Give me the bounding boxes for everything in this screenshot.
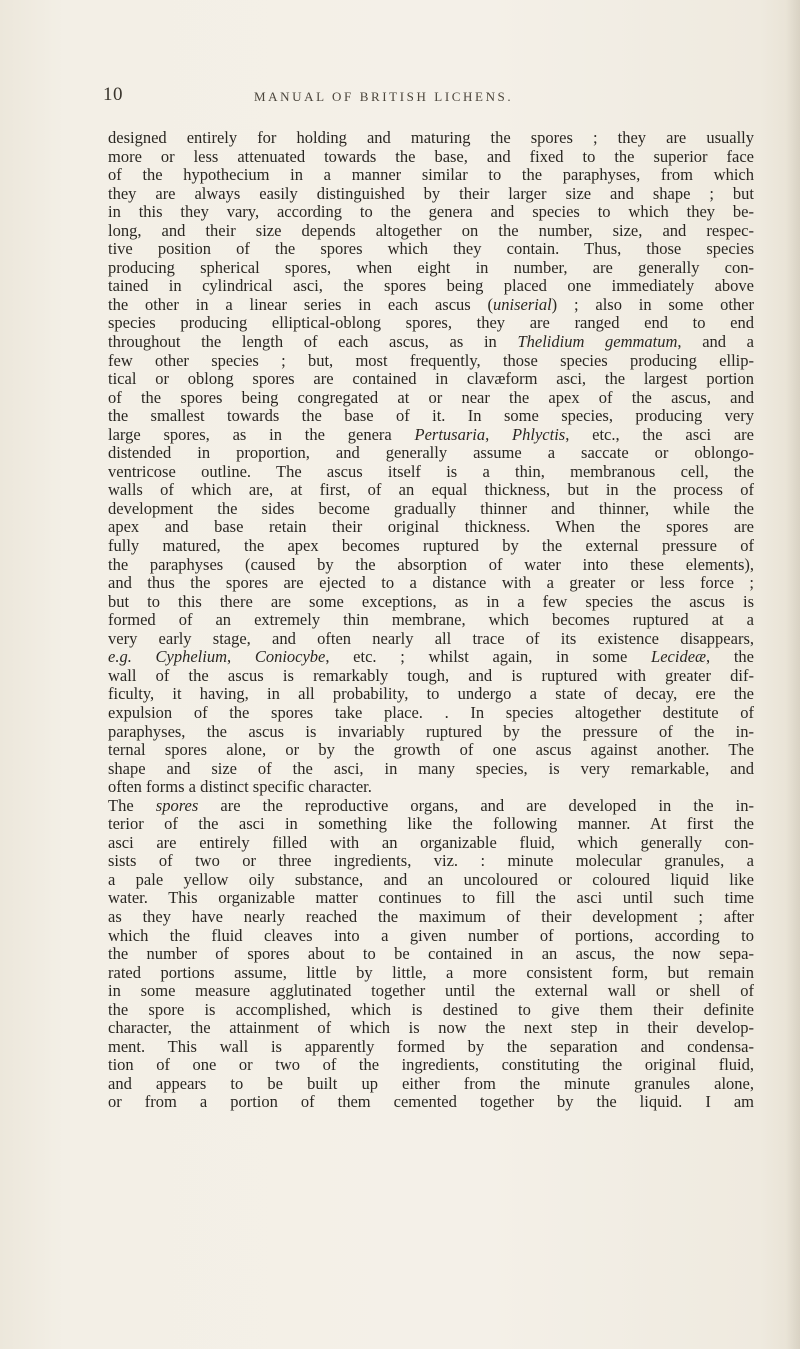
text-run: character, the attainment of which is now the next step in their develop- xyxy=(108,1018,754,1038)
text-run: tical or oblong spores are contained in clavæform asci, the largest portion xyxy=(108,369,754,389)
text-line xyxy=(108,815,754,834)
italic-term: Pertusaria xyxy=(414,424,486,444)
text-run: tion of one or two of the ingredients, constituting the original fluid, xyxy=(108,1055,754,1075)
text-run: of the hypothecium in a manner similar to the paraphyses, from which xyxy=(108,165,754,185)
text-line xyxy=(108,166,754,185)
text-line xyxy=(108,908,754,927)
text-line xyxy=(108,203,754,222)
text-run: which the fluid cleaves into a given number of portions, according to xyxy=(108,925,754,945)
text-run: , etc., the asci are xyxy=(565,424,754,444)
text-line xyxy=(108,704,754,723)
page-edge-shadow xyxy=(786,0,800,1349)
text-line xyxy=(108,797,754,816)
text-line xyxy=(108,574,754,593)
italic-term: uniserial xyxy=(493,294,552,314)
text-run: formed of an extremely thin membrane, which becomes ruptured at a xyxy=(108,610,754,630)
text-run: the other in a linear series in each ascus ( xyxy=(108,294,493,314)
text-run: of the spores being congregated at or near the apex of the ascus, and xyxy=(108,387,754,407)
text-line xyxy=(108,871,754,890)
text-run: the smallest towards the base of it. In some species, producing very xyxy=(108,406,754,426)
text-line xyxy=(108,1093,754,1112)
text-line xyxy=(108,723,754,742)
text-run: ternal spores alone, or by the growth of one ascus against another. The xyxy=(108,740,754,760)
text-line xyxy=(108,222,754,241)
text-line xyxy=(108,889,754,908)
text-run: more or less attenuated towards the base, and fixed to the superior face xyxy=(108,146,754,166)
text-run: fully matured, the apex becomes ruptured by the external pressure of xyxy=(108,536,754,556)
italic-term: spores xyxy=(155,795,199,815)
text-line xyxy=(108,630,754,649)
text-line xyxy=(108,1038,754,1057)
text-run: ment. This wall is apparently formed by the separation and condensa- xyxy=(108,1036,754,1056)
text-run: large spores, as in the genera xyxy=(108,424,415,444)
text-run: ) ; also in some other xyxy=(551,294,754,314)
text-run: in some measure agglutinated together until the external wall or shell of xyxy=(108,981,754,1001)
text-line xyxy=(108,778,754,797)
text-run: are the reproductive organs, and are developed in the in- xyxy=(198,795,755,815)
text-line xyxy=(108,463,754,482)
text-run: the number of spores about to be contained in an ascus, the now sepa- xyxy=(108,944,754,964)
text-line xyxy=(108,240,754,259)
italic-term: e.g. Cyphelium xyxy=(108,647,227,667)
text-line xyxy=(108,593,754,612)
text-run: asci are entirely filled with an organizable fluid, which generally con- xyxy=(108,832,754,852)
text-line xyxy=(108,834,754,853)
text-run: apex and base retain their original thickness. When the spores are xyxy=(108,517,754,537)
text-line xyxy=(108,259,754,278)
text-run: paraphyses, the ascus is invariably ruptured by the pressure of the in- xyxy=(108,721,754,741)
text-line xyxy=(108,185,754,204)
text-run: shape and size of the asci, in many species, is very remarkable, and xyxy=(108,758,754,778)
page-number: 10 xyxy=(103,84,123,105)
text-run: expulsion of the spores take place. . In species altogether destitute of xyxy=(108,702,754,722)
text-run: often forms a distinct specific character. xyxy=(108,777,372,797)
running-title: MANUAL OF BRITISH LICHENS. xyxy=(254,89,514,104)
text-run: distended in proportion, and generally assume a saccate or oblongo- xyxy=(108,443,754,463)
text-run: a pale yellow oily substance, and an uncoloured or coloured liquid like xyxy=(108,869,754,889)
text-line xyxy=(108,927,754,946)
text-line xyxy=(108,444,754,463)
text-line xyxy=(108,982,754,1001)
text-line xyxy=(108,352,754,371)
text-run: , the xyxy=(706,647,755,667)
text-line xyxy=(108,760,754,779)
text-run: The xyxy=(108,795,156,815)
text-run: wall of the ascus is remarkably tough, and is ruptured with greater dif- xyxy=(108,665,754,685)
text-line xyxy=(108,611,754,630)
text-run: , and a xyxy=(677,332,754,352)
text-run: but to this there are some exceptions, as in a few species the ascus is xyxy=(108,591,754,611)
text-line xyxy=(108,556,754,575)
italic-term: Lecideæ xyxy=(651,647,707,667)
text-run: water. This organizable matter continues to fill the asci until such time xyxy=(108,888,754,908)
text-line xyxy=(108,685,754,704)
text-line xyxy=(108,1001,754,1020)
text-run: producing spherical spores, when eight in number, are generally con- xyxy=(108,257,754,277)
text-line xyxy=(108,426,754,445)
text-run: as they have nearly reached the maximum of their development ; after xyxy=(108,906,754,926)
text-run: few other species ; but, most frequently, those species producing ellip- xyxy=(108,350,754,370)
text-line xyxy=(108,129,754,148)
text-run: ventricose outline. The ascus itself is a thin, membranous cell, the xyxy=(108,461,754,481)
text-run: or from a portion of them cemented together by the liquid. I am xyxy=(108,1092,754,1112)
text-run: development the sides become gradually thinner and thinner, while the xyxy=(108,498,754,518)
body-text xyxy=(108,129,754,1112)
text-line xyxy=(108,500,754,519)
text-run: the paraphyses (caused by the absorption of water into these elements), xyxy=(108,554,754,574)
text-line xyxy=(108,148,754,167)
text-line xyxy=(108,389,754,408)
text-line xyxy=(108,1019,754,1038)
text-run: sists of two or three ingredients, viz. : minute molecular granules, a xyxy=(108,851,754,871)
text-run: throughout the length of each ascus, as in xyxy=(108,332,518,352)
text-line xyxy=(108,1075,754,1094)
text-line xyxy=(108,537,754,556)
text-line xyxy=(108,945,754,964)
text-line xyxy=(108,852,754,871)
text-run: terior of the asci in something like the following manner. At first the xyxy=(108,814,754,834)
text-line xyxy=(108,648,754,667)
text-line xyxy=(108,370,754,389)
text-run: species producing elliptical-oblong spores, they are ranged end to end xyxy=(108,313,754,333)
text-line xyxy=(108,964,754,983)
text-line xyxy=(108,1056,754,1075)
text-run: in this they vary, according to the genera and species to which they be- xyxy=(108,202,754,222)
text-run: ficulty, it having, in all probability, to undergo a state of decay, ere the xyxy=(108,684,754,704)
text-line xyxy=(108,518,754,537)
text-line xyxy=(108,277,754,296)
text-run: tive position of the spores which they contain. Thus, those species xyxy=(108,239,754,259)
text-run: very early stage, and often nearly all trace of its existence disappears, xyxy=(108,628,754,648)
text-run: they are always easily distinguished by their larger size and shape ; but xyxy=(108,183,754,203)
italic-term: Phlyctis xyxy=(512,424,566,444)
text-run: long, and their size depends altogether on the number, size, and respec- xyxy=(108,220,754,240)
text-run: , xyxy=(485,424,513,444)
italic-term: Coniocybe xyxy=(254,647,326,667)
italic-term: Thelidium gemmatum xyxy=(517,332,678,352)
text-run: , xyxy=(227,647,255,667)
text-run: tained in cylindrical asci, the spores being placed one immediately above xyxy=(108,276,754,296)
text-line xyxy=(108,407,754,426)
text-run: rated portions assume, little by little, a more consistent form, but remain xyxy=(108,962,754,982)
text-line xyxy=(108,296,754,315)
text-run: and thus the spores are ejected to a distance with a greater or less force ; xyxy=(108,573,754,593)
text-line xyxy=(108,314,754,333)
running-head xyxy=(0,84,800,108)
text-run: and appears to be built up either from the minute granules alone, xyxy=(108,1073,754,1093)
text-run: designed entirely for holding and maturing the spores ; they are usually xyxy=(108,128,754,147)
text-run: walls of which are, at first, of an equal thickness, but in the process of xyxy=(108,480,754,500)
text-line xyxy=(108,667,754,686)
text-line xyxy=(108,481,754,500)
text-run: , etc. ; whilst again, in some xyxy=(325,647,652,667)
text-run: the spore is accomplished, which is destined to give them their definite xyxy=(108,999,754,1019)
text-line xyxy=(108,333,754,352)
text-line xyxy=(108,741,754,760)
